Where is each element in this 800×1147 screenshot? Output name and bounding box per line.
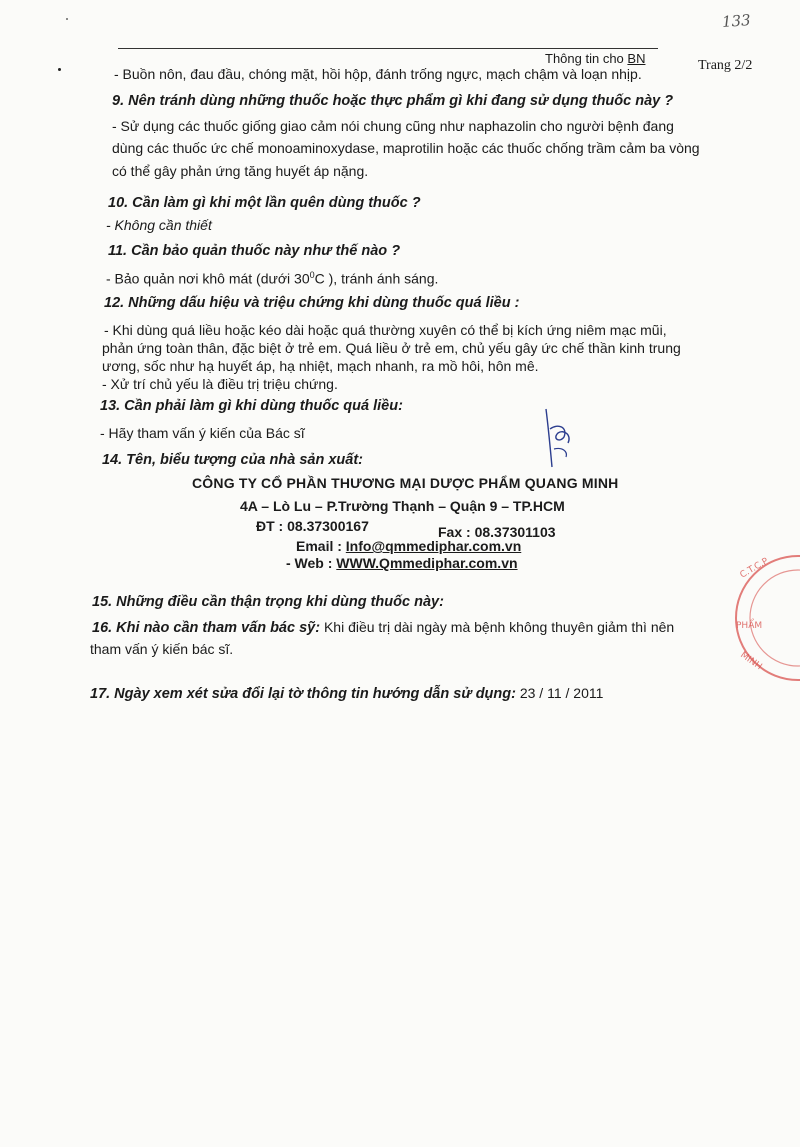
section-15-heading: 15. Những điều cần thận trọng khi dùng thuốc này:: [92, 594, 444, 610]
section-16-line-2: tham vấn ý kiến bác sĩ.: [90, 641, 234, 657]
section-17-date: 23 / 11 / 2011: [515, 685, 604, 701]
section-12-line-1: - Khi dùng quá liều hoặc kéo dài hoặc quá thường xuyên có thể bị kích ứng niêm mạc mũi,: [104, 322, 667, 338]
section-9-heading: 9. Nên tránh dùng những thuốc hoặc thực phẩm gì khi đang sử dụng thuốc này ?: [112, 93, 674, 109]
section-12-line-3: ương, sốc như hạ huyết áp, hạ nhiệt, mạch nhanh, ra mồ hôi, hôn mê.: [102, 358, 539, 374]
section-12-line-2: phản ứng toàn thân, đặc biệt ở trẻ em. Quá liều ở trẻ em, chủ yếu gây ức chế thần kinh trung: [102, 340, 681, 356]
section-16-heading: 16. Khi nào cần tham vấn bác sỹ:: [92, 620, 321, 636]
header-info-suffix: BN: [627, 51, 646, 66]
section-9-line-1: - Sử dụng các thuốc giống giao cảm nói chung cũng như naphazolin cho người bệnh đang: [112, 118, 674, 134]
stamp-text-side: C.T.C.P: [738, 556, 771, 581]
email-label: Email :: [296, 538, 342, 554]
section-10-line: - Không cần thiết: [106, 217, 212, 233]
section-12-line-4: - Xử trí chủ yếu là điều trị triệu chứng.: [102, 376, 338, 392]
email-link[interactable]: Info@qmmediphar.com.vn: [345, 538, 522, 554]
manufacturer-address: 4A – Lò Lu – P.Trường Thạnh – Quận 9 – TP.HCM: [240, 498, 565, 514]
section-9-line-2: dùng các thuốc ức chế monoaminoxydase, maprotilin hoặc các thuốc chống trầm cảm ba vòng: [112, 140, 700, 156]
header-info-prefix: Thông tin cho: [545, 51, 624, 66]
section-11-line: [106, 270, 438, 287]
section-11-line-prefix: - Bảo quản nơi khô mát (dưới 30: [106, 270, 310, 287]
stamp-text-top: PHẨM: [736, 621, 763, 631]
section-16-text-1: Khi điều trị dài ngày mà bệnh không thuyên giảm thì nên: [320, 619, 675, 635]
manufacturer-name: CÔNG TY CỔ PHẦN THƯƠNG MẠI DƯỢC PHẨM QUANG MINH: [192, 475, 619, 491]
section-13-heading: 13. Cần phải làm gì khi dùng thuốc quá liều:: [100, 398, 403, 414]
manufacturer-phone: ĐT : 08.37300167: [256, 518, 369, 534]
stamp-text-bottom: MINH: [738, 650, 764, 673]
header-rule: [118, 48, 658, 49]
bullet-dot: [58, 68, 61, 71]
scan-speck: [66, 18, 68, 20]
manufacturer-fax: Fax : 08.37301103: [438, 524, 556, 540]
section-11-line-suffix: C ), tránh ánh sáng.: [314, 270, 439, 287]
section-12-heading: 12. Những dấu hiệu và triệu chứng khi dùng thuốc quá liều :: [104, 295, 520, 311]
header-page-number: Trang 2/2: [698, 58, 753, 73]
signature: [528, 405, 588, 475]
company-stamp: [728, 548, 800, 688]
section-9-line-3: có thể gây phản ứng tăng huyết áp nặng.: [112, 163, 369, 179]
section-16-line-1: [92, 619, 674, 636]
section-13-line: - Hãy tham vấn ý kiến của Bác sĩ: [100, 425, 305, 441]
section-17-line: [90, 685, 603, 702]
section-11-line-superscript: 0: [309, 270, 315, 280]
web-link[interactable]: WWW.Qmmediphar.com.vn: [336, 555, 518, 571]
section-11-heading: 11. Cần bảo quản thuốc này như thế nào ?: [108, 243, 401, 259]
intro-line: - Buồn nôn, đau đầu, chóng mặt, hồi hộp, đánh trống ngực, mạch chậm và loạn nhịp.: [114, 66, 642, 82]
header-info: [545, 51, 645, 66]
web-label: - Web :: [286, 555, 333, 571]
manufacturer-web-row: [286, 555, 518, 571]
section-14-heading: 14. Tên, biểu tượng của nhà sản xuất:: [102, 452, 363, 468]
handwritten-page-number: 133: [721, 11, 752, 31]
manufacturer-email-row: [296, 538, 521, 554]
section-17-heading: 17. Ngày xem xét sửa đổi lại tờ thông tin hướng dẫn sử dụng:: [90, 686, 516, 702]
section-10-heading: 10. Cần làm gì khi một lần quên dùng thuốc ?: [108, 195, 421, 211]
